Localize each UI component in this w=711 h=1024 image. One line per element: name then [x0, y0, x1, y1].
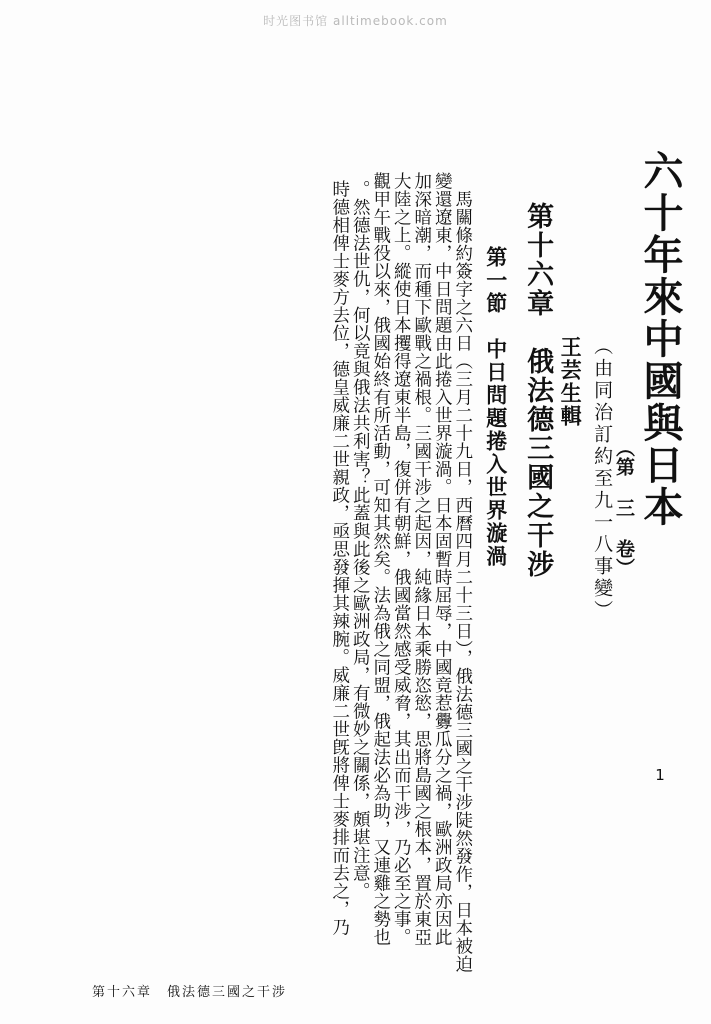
- section-heading: 第一節 中日問題捲入世界漩渦: [483, 246, 508, 568]
- body-line: 。然德法世仇，何以竟與俄法共利害？此蓋與此後之歐洲政局，有微妙之關係，頗堪注意。: [350, 180, 371, 900]
- body-line: 時德相俾士麥方去位，德皇威廉二世親政，亟思發揮其辣腕。威廉二世旣將俾士麥排而去之，乃: [329, 180, 350, 936]
- body-line: 變還遼東，中日問題由此捲入世界漩渦。日本固暫時屈辱，中國竟惹釁瓜分之禍，歐洲政局亦因此: [432, 172, 453, 946]
- book-author: 王芸生輯: [558, 336, 583, 428]
- body-line: 加深暗潮，而種下歐戰之禍根。三國干涉之起因，純緣日本乘勝恣慾，思將島國之根本，置於東亞: [411, 172, 432, 946]
- watermark-text: 时光图书馆 alltimebook.com: [263, 14, 448, 28]
- page-number: 1: [651, 766, 669, 784]
- body-line: 大陸之上。縱使日本攫得遼東半島，復併有朝鮮，俄國當然感受威脅，其出而干涉，乃必至之事。: [391, 172, 412, 946]
- body-line: 馬關條約簽字之六日（三月二十九日，西曆四月二十三日），俄法德三國之干涉陡然發作，日本被迫: [452, 190, 473, 974]
- chapter-heading: 第十六章 俄法德三國之干涉: [522, 202, 554, 579]
- running-footer: 第十六章 俄法德三國之干涉: [92, 985, 288, 1000]
- vertical-text-body: [30, 150, 683, 974]
- body-line: 觀甲午戰役以來，俄國始終有所活動，可知其然矣。法為俄之同盟，俄起法必為助，又連雞之勢也: [370, 172, 391, 946]
- book-title: 六十年來中國與日本: [637, 150, 683, 528]
- book-subtitle: （由同治訂約至九一八事變）: [591, 336, 614, 622]
- book-volume: （第 三 卷）: [613, 438, 635, 577]
